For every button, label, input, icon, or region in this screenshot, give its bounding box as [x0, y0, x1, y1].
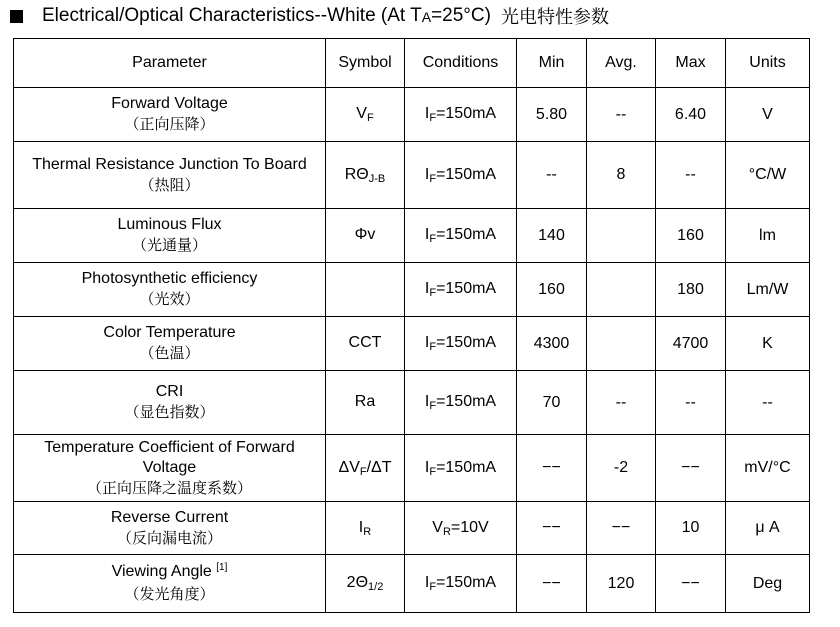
symbol-cell: VF	[326, 88, 405, 142]
parameter-name: Forward Voltage	[111, 95, 228, 112]
max-cell: 180	[656, 263, 726, 317]
units-cell: Lm/W	[726, 263, 810, 317]
parameter-cell	[14, 209, 326, 263]
conditions-cell: IF=150mA	[405, 371, 517, 435]
units-cell: lm	[726, 209, 810, 263]
parameter-name-cn: （发光角度）	[124, 585, 215, 603]
parameter-name-cn: （色温）	[139, 344, 200, 362]
max-cell: −−	[656, 555, 726, 613]
min-cell: −−	[517, 502, 587, 555]
parameter-name: Temperature Coefficient of Forward Voltage	[44, 438, 295, 476]
parameter-cell	[14, 317, 326, 371]
heading-title-cn: 光电特性参数	[500, 7, 609, 28]
characteristics-table	[13, 38, 810, 613]
conditions-cell: IF=150mA	[405, 142, 517, 209]
parameter-name: Luminous Flux	[117, 216, 222, 233]
avg-cell: 8	[587, 142, 656, 209]
parameter-name-cn: （正向压降）	[124, 115, 215, 133]
column-header-max: Max	[656, 39, 726, 88]
symbol-cell: CCT	[326, 317, 405, 371]
avg-cell: 120	[587, 555, 656, 613]
table-row	[14, 317, 810, 371]
units-cell: μ A	[726, 502, 810, 555]
symbol-cell	[326, 263, 405, 317]
conditions-cell: IF=150mA	[405, 88, 517, 142]
avg-cell: −−	[587, 502, 656, 555]
parameter-name: Thermal Resistance Junction To Board	[32, 155, 307, 173]
units-cell: --	[726, 371, 810, 435]
parameter-name-cn: （热阻）	[139, 175, 200, 194]
symbol-cell: IR	[326, 502, 405, 555]
parameter-name: Photosynthetic efficiency	[81, 270, 258, 287]
table-row	[14, 502, 810, 555]
bullet-square-icon	[10, 10, 23, 23]
parameter-name: Color Temperature	[103, 324, 236, 341]
parameter-name-cn: （显色指数）	[124, 403, 215, 421]
symbol-cell: RΘJ-B	[326, 142, 405, 209]
column-header-avg: Avg.	[587, 39, 656, 88]
conditions-cell: IF=150mA	[405, 435, 517, 502]
min-cell: 4300	[517, 317, 587, 371]
symbol-cell: ΔVF/ΔT	[326, 435, 405, 502]
parameter-name: Viewing Angle [1]	[111, 562, 228, 580]
min-cell: 5.80	[517, 88, 587, 142]
parameter-cell	[14, 502, 326, 555]
min-cell: 140	[517, 209, 587, 263]
parameter-cell	[14, 555, 326, 613]
parameter-cell	[14, 263, 326, 317]
parameter-name-cn: （正向压降之温度系数）	[86, 478, 252, 497]
table-row	[14, 263, 810, 317]
column-header-min: Min	[517, 39, 587, 88]
max-cell: −−	[656, 435, 726, 502]
max-cell: 6.40	[656, 88, 726, 142]
parameter-cell	[14, 435, 326, 502]
column-header-conditions: Conditions	[405, 39, 517, 88]
conditions-cell: IF=150mA	[405, 263, 517, 317]
symbol-cell: Φv	[326, 209, 405, 263]
section-heading	[10, 3, 609, 29]
units-cell: mV/°C	[726, 435, 810, 502]
parameter-name-cn: （光效）	[139, 290, 200, 308]
units-cell: V	[726, 88, 810, 142]
table-row	[14, 555, 810, 613]
units-cell: °C/W	[726, 142, 810, 209]
avg-cell	[587, 317, 656, 371]
parameter-name: CRI	[155, 383, 184, 400]
max-cell: 10	[656, 502, 726, 555]
conditions-cell: VR=10V	[405, 502, 517, 555]
table-row	[14, 371, 810, 435]
parameter-name: Reverse Current	[110, 508, 229, 526]
table-row	[14, 142, 810, 209]
max-cell: --	[656, 142, 726, 209]
table-header-row	[14, 39, 810, 88]
parameter-name-cn: （光通量）	[131, 236, 207, 254]
table-row	[14, 209, 810, 263]
parameter-cell	[14, 142, 326, 209]
max-cell: 4700	[656, 317, 726, 371]
max-cell: 160	[656, 209, 726, 263]
avg-cell: --	[587, 88, 656, 142]
column-header-units: Units	[726, 39, 810, 88]
conditions-cell: IF=150mA	[405, 209, 517, 263]
avg-cell	[587, 263, 656, 317]
table-row	[14, 435, 810, 502]
parameter-cell	[14, 88, 326, 142]
heading-title: Electrical/Optical Characteristics--White (At TA=25°C)	[42, 5, 491, 26]
min-cell: 70	[517, 371, 587, 435]
column-header-symbol: Symbol	[326, 39, 405, 88]
column-header-parameter: Parameter	[14, 39, 326, 88]
table-row	[14, 88, 810, 142]
avg-cell: -2	[587, 435, 656, 502]
min-cell: 160	[517, 263, 587, 317]
symbol-cell: Ra	[326, 371, 405, 435]
parameter-cell	[14, 371, 326, 435]
units-cell: Deg	[726, 555, 810, 613]
avg-cell: --	[587, 371, 656, 435]
min-cell: --	[517, 142, 587, 209]
symbol-cell: 2Θ1/2	[326, 555, 405, 613]
min-cell: −−	[517, 435, 587, 502]
avg-cell	[587, 209, 656, 263]
footnote-ref: [1]	[216, 562, 228, 573]
parameter-name-cn: （反向漏电流）	[116, 528, 222, 547]
conditions-cell: IF=150mA	[405, 317, 517, 371]
units-cell: K	[726, 317, 810, 371]
conditions-cell: IF=150mA	[405, 555, 517, 613]
max-cell: --	[656, 371, 726, 435]
min-cell: −−	[517, 555, 587, 613]
